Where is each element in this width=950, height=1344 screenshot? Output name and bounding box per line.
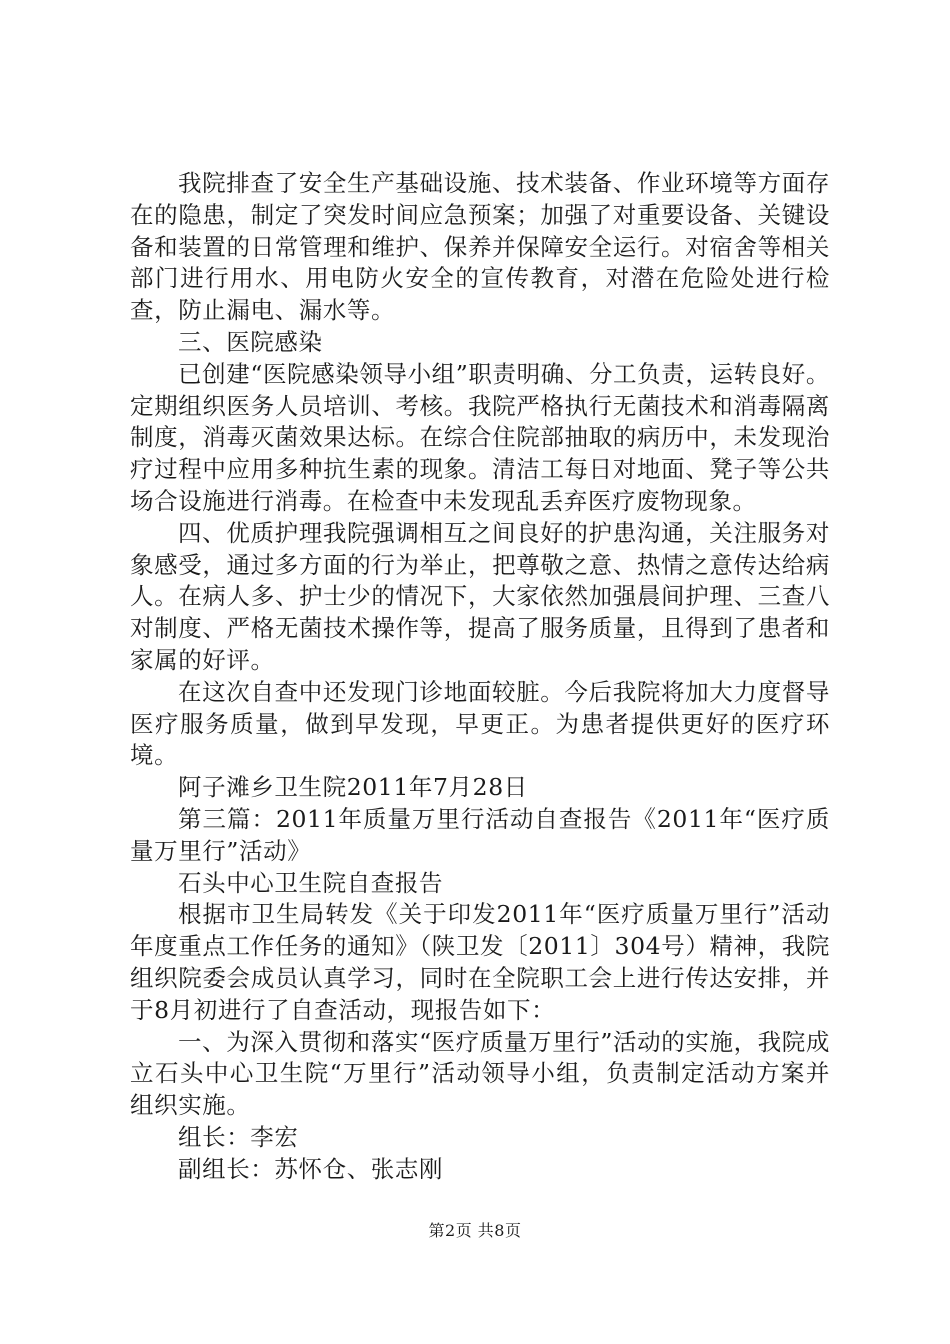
paragraph-report-intro: 根据市卫生局转发《关于印发2011年“医疗质量万里行”活动年度重点工作任务的通知》（陕卫发〔2011〕304号）精神，我院组织院委会成员认真学习，同时在全院职工会上进行传达安排，并于8月初进行了自查活动，现报告如下：	[130, 900, 830, 1024]
group-leader: 组长：李宏	[178, 1122, 299, 1151]
paragraph-quality-nursing: 四、优质护理我院强调相互之间良好的护患沟通，关注服务对象感受，通过多方面的行为举止，把尊敬之意、热情之意传达给病人。在病人多、护士少的情况下，大家依然加强晨间护理、三查八对制度、严格无菌技术操作等，提高了服务质量，且得到了患者和家属的好评。	[130, 518, 830, 674]
paragraph-leadership-group: 一、为深入贯彻和落实“医疗质量万里行”活动的实施，我院成立石头中心卫生院“万里行”活动领导小组，负责制定活动方案并组织实施。	[130, 1027, 830, 1120]
heading-hospital-infection: 三、医院感染	[178, 327, 323, 356]
signature-date: 阿子滩乡卫生院2011年7月28日	[178, 773, 528, 802]
page-number-footer: 第2页 共8页	[428, 1221, 522, 1240]
deputy-group-leader: 副组长：苏怀仓、张志刚	[178, 1154, 444, 1183]
paragraph-infection-control: 已创建“医院感染领导小组”职责明确、分工负责，运转良好。定期组织医务人员培训、考核。我院严格执行无菌技术和消毒隔离制度，消毒灭菌效果达标。在综合住院部抽取的病历中，未发现治疗过程中应用多种抗生素的现象。清洁工每日对地面、凳子等公共场合设施进行消毒。在检查中未发现乱丢弃医疗废物现象。	[130, 359, 830, 515]
section-title-third-article: 第三篇：2011年质量万里行活动自查报告《2011年“医疗质量万里行”活动》	[130, 804, 830, 865]
paragraph-safety-inspection: 我院排查了安全生产基础设施、技术装备、作业环境等方面存在的隐患，制定了突发时间应急预案；加强了对重要设备、关键设备和装置的日常管理和维护、保养并保障安全运行。对宿舍等相关部门进行用水、用电防火安全的宣传教育，对潜在危险处进行检查，防止漏电、漏水等。	[130, 169, 830, 325]
document-body	[130, 168, 830, 1186]
report-title: 石头中心卫生院自查报告	[178, 868, 444, 897]
paragraph-self-check-findings: 在这次自查中还发现门诊地面较脏。今后我院将加大力度督导医疗服务质量，做到早发现，早更正。为患者提供更好的医疗环境。	[130, 677, 830, 770]
